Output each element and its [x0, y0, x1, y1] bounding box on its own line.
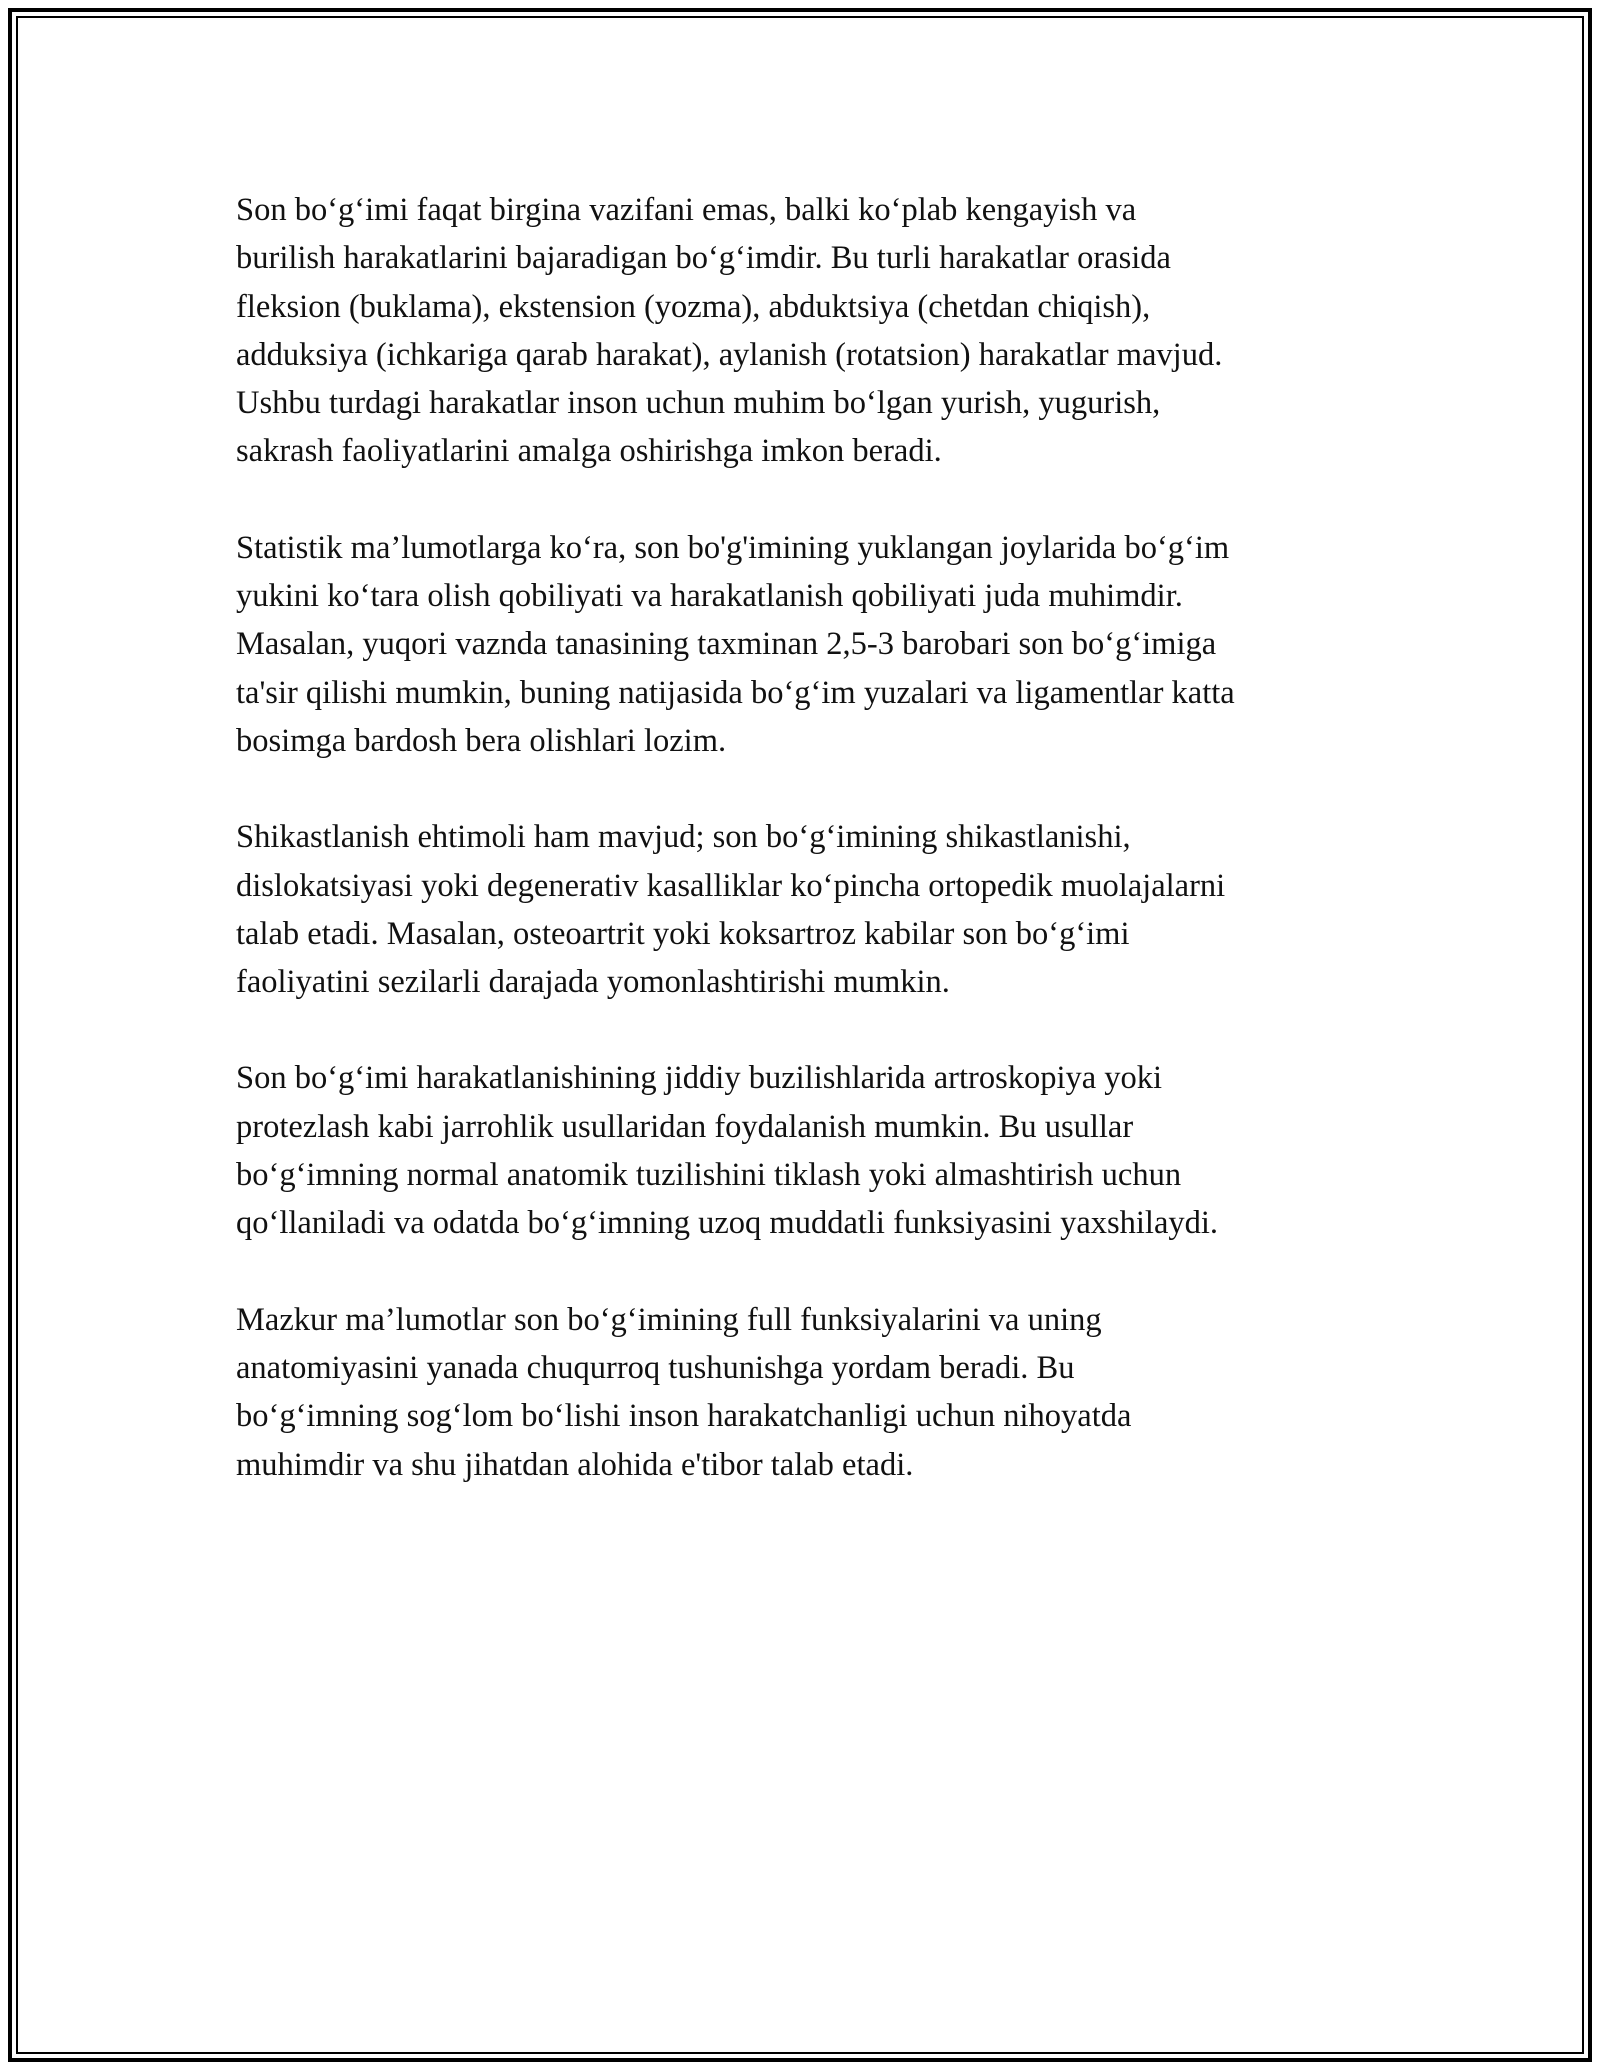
paragraph — [236, 813, 1376, 1006]
text-line: Ushbu turdagi harakatlar inson uchun muhim bo‘lgan yurish, yugurish, — [236, 385, 1161, 422]
paragraph — [236, 1054, 1376, 1247]
text-line: bosimga bardosh bera olishlari lozim. — [236, 722, 727, 759]
text-line: ta'sir qilishi mumkin, buning natijasida bo‘g‘im yuzalari va ligamentlar katta — [236, 674, 1235, 711]
text-line: qo‘llaniladi va odatda bo‘g‘imning uzoq muddatli funksiyasini yaxshilaydi. — [236, 1205, 1219, 1242]
text-line: sakrash faoliyatlarini amalga oshirishga imkon beradi. — [236, 433, 942, 470]
text-line: Son bo‘g‘imi faqat birgina vazifani emas, balki ko‘plab kengayish va — [236, 192, 1137, 228]
text-line: fleksion (buklama), ekstension (yozma), abduktsiya (chetdan chiqish), — [236, 288, 1151, 325]
paragraph — [236, 524, 1376, 765]
text-line: Statistik ma’lumotlarga ko‘ra, son bo'g'imining yuklangan joylarida bo‘g‘im — [236, 529, 1230, 566]
document-body — [236, 186, 1376, 1537]
text-line: burilish harakatlarini bajaradigan bo‘g‘imdir. Bu turli harakatlar orasida — [236, 240, 1171, 277]
text-line: muhimdir va shu jihatdan alohida e'tibor talab etadi. — [236, 1446, 914, 1483]
text-line: faoliyatini sezilarli darajada yomonlashtirishi mumkin. — [236, 964, 950, 1001]
paragraph — [236, 1296, 1376, 1489]
text-line: adduksiya (ichkariga qarab harakat), aylanish (rotatsion) harakatlar mavjud. — [236, 336, 1223, 373]
text-line: yukini ko‘tara olish qobiliyati va harakatlanish qobiliyati juda muhimdir. — [236, 578, 1183, 615]
text-line: anatomiyasini yanada chuqurroq tushunishga yordam beradi. Bu — [236, 1349, 1075, 1386]
text-line: bo‘g‘imning normal anatomik tuzilishini tiklash yoki almashtirish uchun — [236, 1157, 1182, 1194]
text-line: protezlash kabi jarrohlik usullaridan foydalanish mumkin. Bu usullar — [236, 1108, 1134, 1145]
text-line: Mazkur ma’lumotlar son bo‘g‘imining full funksiyalarini va uning — [236, 1301, 1102, 1338]
text-line: talab etadi. Masalan, osteoartrit yoki koksartroz kabilar son bo‘g‘imi — [236, 915, 1130, 952]
text-line: dislokatsiyasi yoki degenerativ kasalliklar ko‘pincha ortopedik muolajalarni — [236, 867, 1226, 904]
text-line: Son bo‘g‘imi harakatlanishining jiddiy buzilishlarida artroskopiya yoki — [236, 1060, 1163, 1097]
text-line: Masalan, yuqori vaznda tanasining taxminan 2,5-3 barobari son bo‘g‘imiga — [236, 626, 1217, 663]
paragraph — [236, 186, 1376, 476]
text-line: bo‘g‘imning sog‘lom bo‘lishi inson harakatchanligi uchun nihoyatda — [236, 1398, 1132, 1435]
text-line: Shikastlanish ehtimoli ham mavjud; son bo‘g‘imining shikastlanishi, — [236, 819, 1131, 856]
